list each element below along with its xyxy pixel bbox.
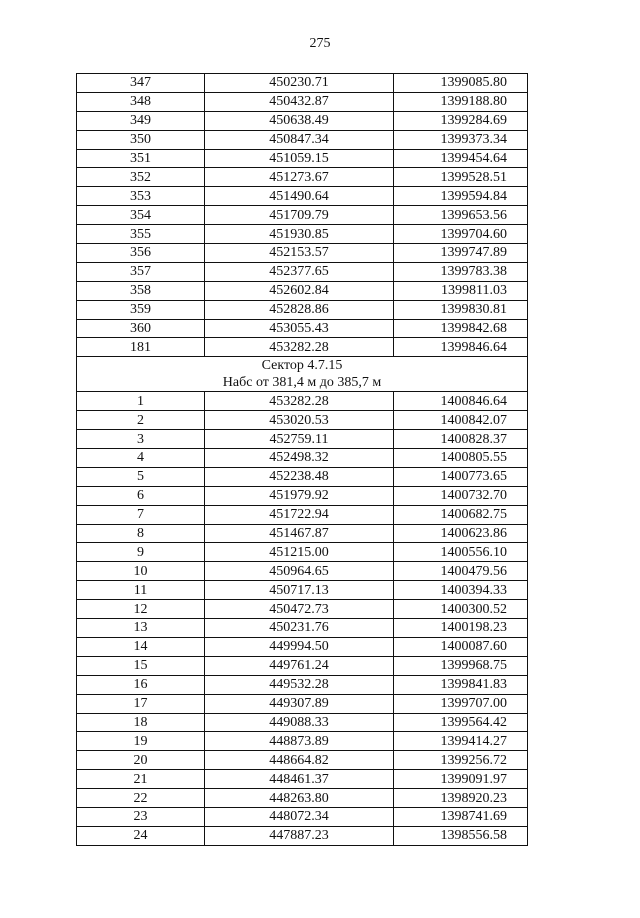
point-number-cell: 2 xyxy=(77,411,205,430)
table-row xyxy=(77,600,528,619)
x-coordinate-cell: 451467.87 xyxy=(205,524,394,543)
x-coordinate-cell: 452498.32 xyxy=(205,449,394,468)
point-number-cell: 7 xyxy=(77,505,205,524)
x-coordinate-cell: 452828.86 xyxy=(205,300,394,319)
section-header-cell xyxy=(77,357,528,392)
point-number-cell: 9 xyxy=(77,543,205,562)
y-coordinate-cell: 1399256.72 xyxy=(394,751,528,770)
x-coordinate-cell: 450638.49 xyxy=(205,111,394,130)
x-coordinate-cell: 449761.24 xyxy=(205,656,394,675)
table-row xyxy=(77,619,528,638)
point-number-cell: 358 xyxy=(77,281,205,300)
table-row xyxy=(77,675,528,694)
point-number-cell: 21 xyxy=(77,770,205,789)
section-subtitle: Набс от 381,4 м до 385,7 м xyxy=(222,375,382,391)
point-number-cell: 181 xyxy=(77,338,205,357)
table-row xyxy=(77,92,528,111)
x-coordinate-cell: 453055.43 xyxy=(205,319,394,338)
table-row xyxy=(77,486,528,505)
y-coordinate-cell: 1398556.58 xyxy=(394,826,528,845)
x-coordinate-cell: 452377.65 xyxy=(205,262,394,281)
y-coordinate-cell: 1399091.97 xyxy=(394,770,528,789)
table-row xyxy=(77,751,528,770)
x-coordinate-cell: 451273.67 xyxy=(205,168,394,187)
point-number-cell: 354 xyxy=(77,206,205,225)
y-coordinate-cell: 1399085.80 xyxy=(394,74,528,93)
table-row xyxy=(77,770,528,789)
x-coordinate-cell: 449088.33 xyxy=(205,713,394,732)
y-coordinate-cell: 1400556.10 xyxy=(394,543,528,562)
y-coordinate-cell: 1399373.34 xyxy=(394,130,528,149)
y-coordinate-cell: 1399454.64 xyxy=(394,149,528,168)
y-coordinate-cell: 1399841.83 xyxy=(394,675,528,694)
x-coordinate-cell: 449994.50 xyxy=(205,637,394,656)
y-coordinate-cell: 1400732.70 xyxy=(394,486,528,505)
y-coordinate-cell: 1399704.60 xyxy=(394,225,528,244)
x-coordinate-cell: 448263.80 xyxy=(205,789,394,808)
y-coordinate-cell: 1399653.56 xyxy=(394,206,528,225)
y-coordinate-cell: 1400479.56 xyxy=(394,562,528,581)
table-row xyxy=(77,168,528,187)
point-number-cell: 19 xyxy=(77,732,205,751)
table-row xyxy=(77,187,528,206)
point-number-cell: 351 xyxy=(77,149,205,168)
y-coordinate-cell: 1399528.51 xyxy=(394,168,528,187)
x-coordinate-cell: 452602.84 xyxy=(205,281,394,300)
table-row xyxy=(77,789,528,808)
point-number-cell: 5 xyxy=(77,467,205,486)
point-number-cell: 356 xyxy=(77,244,205,263)
table-row xyxy=(77,225,528,244)
point-number-cell: 22 xyxy=(77,789,205,808)
point-number-cell: 357 xyxy=(77,262,205,281)
section-title: Сектор 4.7.15 xyxy=(261,358,343,374)
x-coordinate-cell: 451490.64 xyxy=(205,187,394,206)
y-coordinate-cell: 1400846.64 xyxy=(394,392,528,411)
x-coordinate-cell: 451709.79 xyxy=(205,206,394,225)
table-row xyxy=(77,694,528,713)
table-row xyxy=(77,149,528,168)
x-coordinate-cell: 452153.57 xyxy=(205,244,394,263)
point-number-cell: 352 xyxy=(77,168,205,187)
y-coordinate-cell: 1400682.75 xyxy=(394,505,528,524)
point-number-cell: 20 xyxy=(77,751,205,770)
y-coordinate-cell: 1399747.89 xyxy=(394,244,528,263)
x-coordinate-cell: 452759.11 xyxy=(205,430,394,449)
y-coordinate-cell: 1399846.64 xyxy=(394,338,528,357)
y-coordinate-cell: 1400623.86 xyxy=(394,524,528,543)
table-row xyxy=(77,732,528,751)
point-number-cell: 355 xyxy=(77,225,205,244)
page-number: 275 xyxy=(309,36,331,51)
table-row xyxy=(77,637,528,656)
y-coordinate-cell: 1399707.00 xyxy=(394,694,528,713)
point-number-cell: 10 xyxy=(77,562,205,581)
point-number-cell: 6 xyxy=(77,486,205,505)
y-coordinate-cell: 1399594.84 xyxy=(394,187,528,206)
x-coordinate-cell: 453020.53 xyxy=(205,411,394,430)
x-coordinate-cell: 451979.92 xyxy=(205,486,394,505)
point-number-cell: 24 xyxy=(77,826,205,845)
point-number-cell: 12 xyxy=(77,600,205,619)
point-number-cell: 18 xyxy=(77,713,205,732)
table-row xyxy=(77,430,528,449)
point-number-cell: 15 xyxy=(77,656,205,675)
point-number-cell: 17 xyxy=(77,694,205,713)
table-row xyxy=(77,130,528,149)
table-row xyxy=(77,338,528,357)
table-row xyxy=(77,449,528,468)
x-coordinate-cell: 450432.87 xyxy=(205,92,394,111)
table-row xyxy=(77,581,528,600)
x-coordinate-cell: 451930.85 xyxy=(205,225,394,244)
table-row xyxy=(77,505,528,524)
y-coordinate-cell: 1400394.33 xyxy=(394,581,528,600)
x-coordinate-cell: 450964.65 xyxy=(205,562,394,581)
table-row xyxy=(77,467,528,486)
x-coordinate-cell: 448664.82 xyxy=(205,751,394,770)
table-body-top xyxy=(77,74,528,357)
point-number-cell: 13 xyxy=(77,619,205,638)
table-body-bottom xyxy=(77,392,528,845)
table-row xyxy=(77,656,528,675)
y-coordinate-cell: 1399188.80 xyxy=(394,92,528,111)
x-coordinate-cell: 447887.23 xyxy=(205,826,394,845)
point-number-cell: 360 xyxy=(77,319,205,338)
table-row xyxy=(77,300,528,319)
y-coordinate-cell: 1399830.81 xyxy=(394,300,528,319)
coordinates-table xyxy=(76,73,528,846)
section-header-group xyxy=(77,357,528,392)
point-number-cell: 350 xyxy=(77,130,205,149)
table-row xyxy=(77,543,528,562)
point-number-cell: 348 xyxy=(77,92,205,111)
x-coordinate-cell: 449307.89 xyxy=(205,694,394,713)
table-row xyxy=(77,524,528,543)
table-row xyxy=(77,562,528,581)
y-coordinate-cell: 1399284.69 xyxy=(394,111,528,130)
point-number-cell: 8 xyxy=(77,524,205,543)
point-number-cell: 349 xyxy=(77,111,205,130)
table-row xyxy=(77,411,528,430)
point-number-cell: 353 xyxy=(77,187,205,206)
y-coordinate-cell: 1399811.03 xyxy=(394,281,528,300)
y-coordinate-cell: 1399783.38 xyxy=(394,262,528,281)
x-coordinate-cell: 451722.94 xyxy=(205,505,394,524)
y-coordinate-cell: 1398920.23 xyxy=(394,789,528,808)
y-coordinate-cell: 1400773.65 xyxy=(394,467,528,486)
y-coordinate-cell: 1400300.52 xyxy=(394,600,528,619)
table-row xyxy=(77,807,528,826)
y-coordinate-cell: 1399414.27 xyxy=(394,732,528,751)
x-coordinate-cell: 449532.28 xyxy=(205,675,394,694)
x-coordinate-cell: 448072.34 xyxy=(205,807,394,826)
table-row xyxy=(77,111,528,130)
x-coordinate-cell: 450231.76 xyxy=(205,619,394,638)
table-row xyxy=(77,262,528,281)
y-coordinate-cell: 1400842.07 xyxy=(394,411,528,430)
x-coordinate-cell: 448873.89 xyxy=(205,732,394,751)
x-coordinate-cell: 451059.15 xyxy=(205,149,394,168)
table-row xyxy=(77,74,528,93)
point-number-cell: 1 xyxy=(77,392,205,411)
x-coordinate-cell: 448461.37 xyxy=(205,770,394,789)
y-coordinate-cell: 1398741.69 xyxy=(394,807,528,826)
y-coordinate-cell: 1399968.75 xyxy=(394,656,528,675)
table-row xyxy=(77,826,528,845)
x-coordinate-cell: 450472.73 xyxy=(205,600,394,619)
point-number-cell: 359 xyxy=(77,300,205,319)
table-row xyxy=(77,319,528,338)
point-number-cell: 16 xyxy=(77,675,205,694)
x-coordinate-cell: 450847.34 xyxy=(205,130,394,149)
table-row xyxy=(77,281,528,300)
table-row xyxy=(77,244,528,263)
table-row xyxy=(77,206,528,225)
point-number-cell: 14 xyxy=(77,637,205,656)
point-number-cell: 11 xyxy=(77,581,205,600)
point-number-cell: 3 xyxy=(77,430,205,449)
point-number-cell: 23 xyxy=(77,807,205,826)
table-row xyxy=(77,392,528,411)
point-number-cell: 347 xyxy=(77,74,205,93)
x-coordinate-cell: 450717.13 xyxy=(205,581,394,600)
y-coordinate-cell: 1400087.60 xyxy=(394,637,528,656)
y-coordinate-cell: 1400828.37 xyxy=(394,430,528,449)
x-coordinate-cell: 452238.48 xyxy=(205,467,394,486)
x-coordinate-cell: 453282.28 xyxy=(205,392,394,411)
x-coordinate-cell: 451215.00 xyxy=(205,543,394,562)
x-coordinate-cell: 453282.28 xyxy=(205,338,394,357)
y-coordinate-cell: 1400805.55 xyxy=(394,449,528,468)
point-number-cell: 4 xyxy=(77,449,205,468)
y-coordinate-cell: 1399842.68 xyxy=(394,319,528,338)
section-header-row xyxy=(77,357,528,392)
y-coordinate-cell: 1400198.23 xyxy=(394,619,528,638)
y-coordinate-cell: 1399564.42 xyxy=(394,713,528,732)
table-row xyxy=(77,713,528,732)
x-coordinate-cell: 450230.71 xyxy=(205,74,394,93)
